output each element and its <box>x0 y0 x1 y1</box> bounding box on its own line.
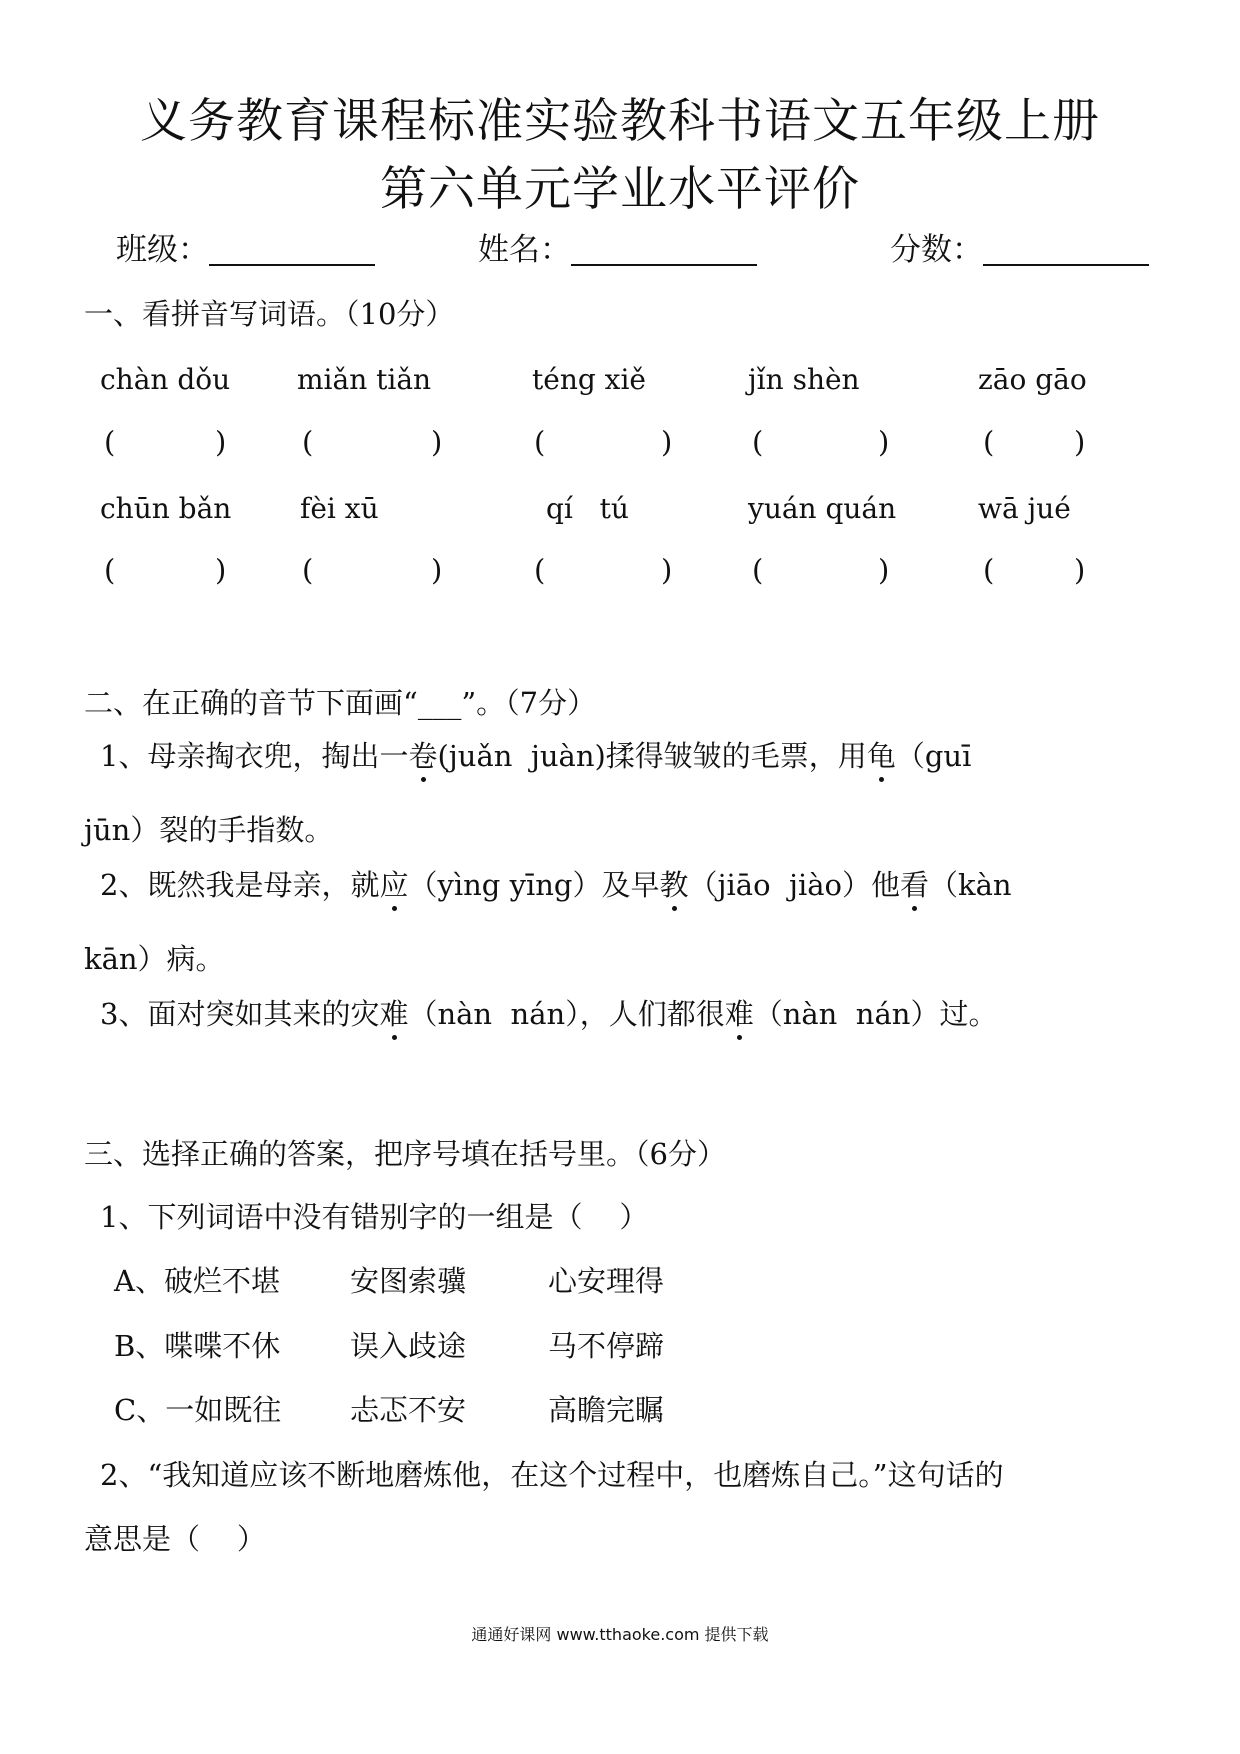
section-2-heading: 二、在正确的音节下面画“___”。（7分） <box>84 686 597 720</box>
answer-paren-close: ) <box>1074 553 1086 587</box>
answer-paren-close: ) <box>431 553 443 587</box>
answer-paren-open: ( <box>534 553 546 587</box>
question-3-2-line-2: 意思是（ ） <box>84 1522 266 1556</box>
class-blank[interactable] <box>209 234 375 266</box>
answer-paren-close: ) <box>215 553 227 587</box>
option-a-2: 安图索骥 <box>350 1264 467 1298</box>
answer-paren-close: ) <box>878 425 890 459</box>
emphasis-char: 难 <box>724 997 754 1031</box>
name-field <box>478 234 757 266</box>
name-blank[interactable] <box>571 234 757 266</box>
class-label: 班级： <box>116 232 209 268</box>
pinyin-item: wā jué <box>978 492 1071 525</box>
option-b-2: 误入歧途 <box>350 1329 467 1363</box>
question-3-2-line-1: 2、“我知道应该不断地磨炼他，在这个过程中，也磨炼自己。”这句话的 <box>100 1458 1004 1492</box>
footer-text: 通通好课网 www.tthaoke.com 提供下载 <box>471 1625 769 1644</box>
pinyin-item: téng xiě <box>532 363 646 396</box>
option-b-3: 马不停蹄 <box>548 1329 665 1363</box>
option-c-2: 忐忑不安 <box>350 1393 467 1427</box>
pinyin-item: fèi xū <box>300 492 379 525</box>
answer-paren-open: ( <box>104 553 116 587</box>
pinyin-item: zāo gāo <box>978 363 1087 396</box>
answer-paren-open: ( <box>534 425 546 459</box>
score-blank[interactable] <box>983 234 1149 266</box>
pinyin-item: chūn bǎn <box>100 492 232 525</box>
question-3-1: 1、下列词语中没有错别字的一组是（ ） <box>100 1200 649 1234</box>
pinyin-item: chàn dǒu <box>100 363 231 396</box>
answer-paren-close: ) <box>431 425 443 459</box>
option-a-1: A、破烂不堪 <box>114 1264 280 1298</box>
answer-paren-open: ( <box>983 425 995 459</box>
score-label: 分数： <box>890 232 983 268</box>
title-line-2: 第六单元学业水平评价 <box>380 162 860 217</box>
pinyin-item: yuán quán <box>748 492 897 525</box>
option-c-3: 高瞻完瞩 <box>548 1393 665 1427</box>
emphasis-char: 教 <box>659 868 689 902</box>
section-3-heading: 三、选择正确的答案，把序号填在括号里。（6分） <box>84 1137 726 1171</box>
answer-paren-close: ) <box>215 425 227 459</box>
answer-paren-open: ( <box>302 425 314 459</box>
question-2-2-line-2: kān）病。 <box>84 942 225 976</box>
answer-paren-close: ) <box>661 553 673 587</box>
option-a-3: 心安理得 <box>548 1264 665 1298</box>
answer-paren-open: ( <box>302 553 314 587</box>
emphasis-char: 卷 <box>408 739 438 773</box>
answer-paren-open: ( <box>752 425 764 459</box>
question-2-3: 3、面对突如其来的灾难（nàn nán），人们都很难（nàn nán）过。 <box>100 997 998 1031</box>
emphasis-char: 看 <box>899 868 929 902</box>
title-line-1: 义务教育课程标准实验教科书语文五年级上册 <box>140 94 1100 149</box>
section-1-heading: 一、看拼音写词语。（10分） <box>84 297 455 331</box>
option-b-1: B、喋喋不休 <box>114 1329 281 1363</box>
score-field <box>890 234 1149 266</box>
answer-paren-open: ( <box>752 553 764 587</box>
class-field <box>116 234 375 266</box>
pinyin-item: jǐn shèn <box>748 363 860 396</box>
answer-paren-open: ( <box>104 425 116 459</box>
pinyin-item: qí tú <box>546 492 629 525</box>
emphasis-char: 应 <box>379 868 409 902</box>
answer-paren-close: ) <box>878 553 890 587</box>
name-label: 姓名： <box>478 232 571 268</box>
option-c-1: C、一如既往 <box>114 1393 282 1427</box>
emphasis-char: 难 <box>379 997 409 1031</box>
question-2-2-line-1: 2、既然我是母亲，就应（yìng yīng）及早教（jiāo jiào）他看（kàn <box>100 868 1012 902</box>
answer-paren-close: ) <box>661 425 673 459</box>
answer-paren-open: ( <box>983 553 995 587</box>
emphasis-char: 龟 <box>866 739 896 773</box>
pinyin-item: miǎn tiǎn <box>297 363 432 396</box>
question-2-1-line-1: 1、母亲掏衣兜，掏出一卷(juǎn juàn)揉得皱皱的毛票，用龟（guī <box>100 739 972 773</box>
answer-paren-close: ) <box>1074 425 1086 459</box>
question-2-1-line-2: jūn）裂的手指数。 <box>84 813 334 847</box>
